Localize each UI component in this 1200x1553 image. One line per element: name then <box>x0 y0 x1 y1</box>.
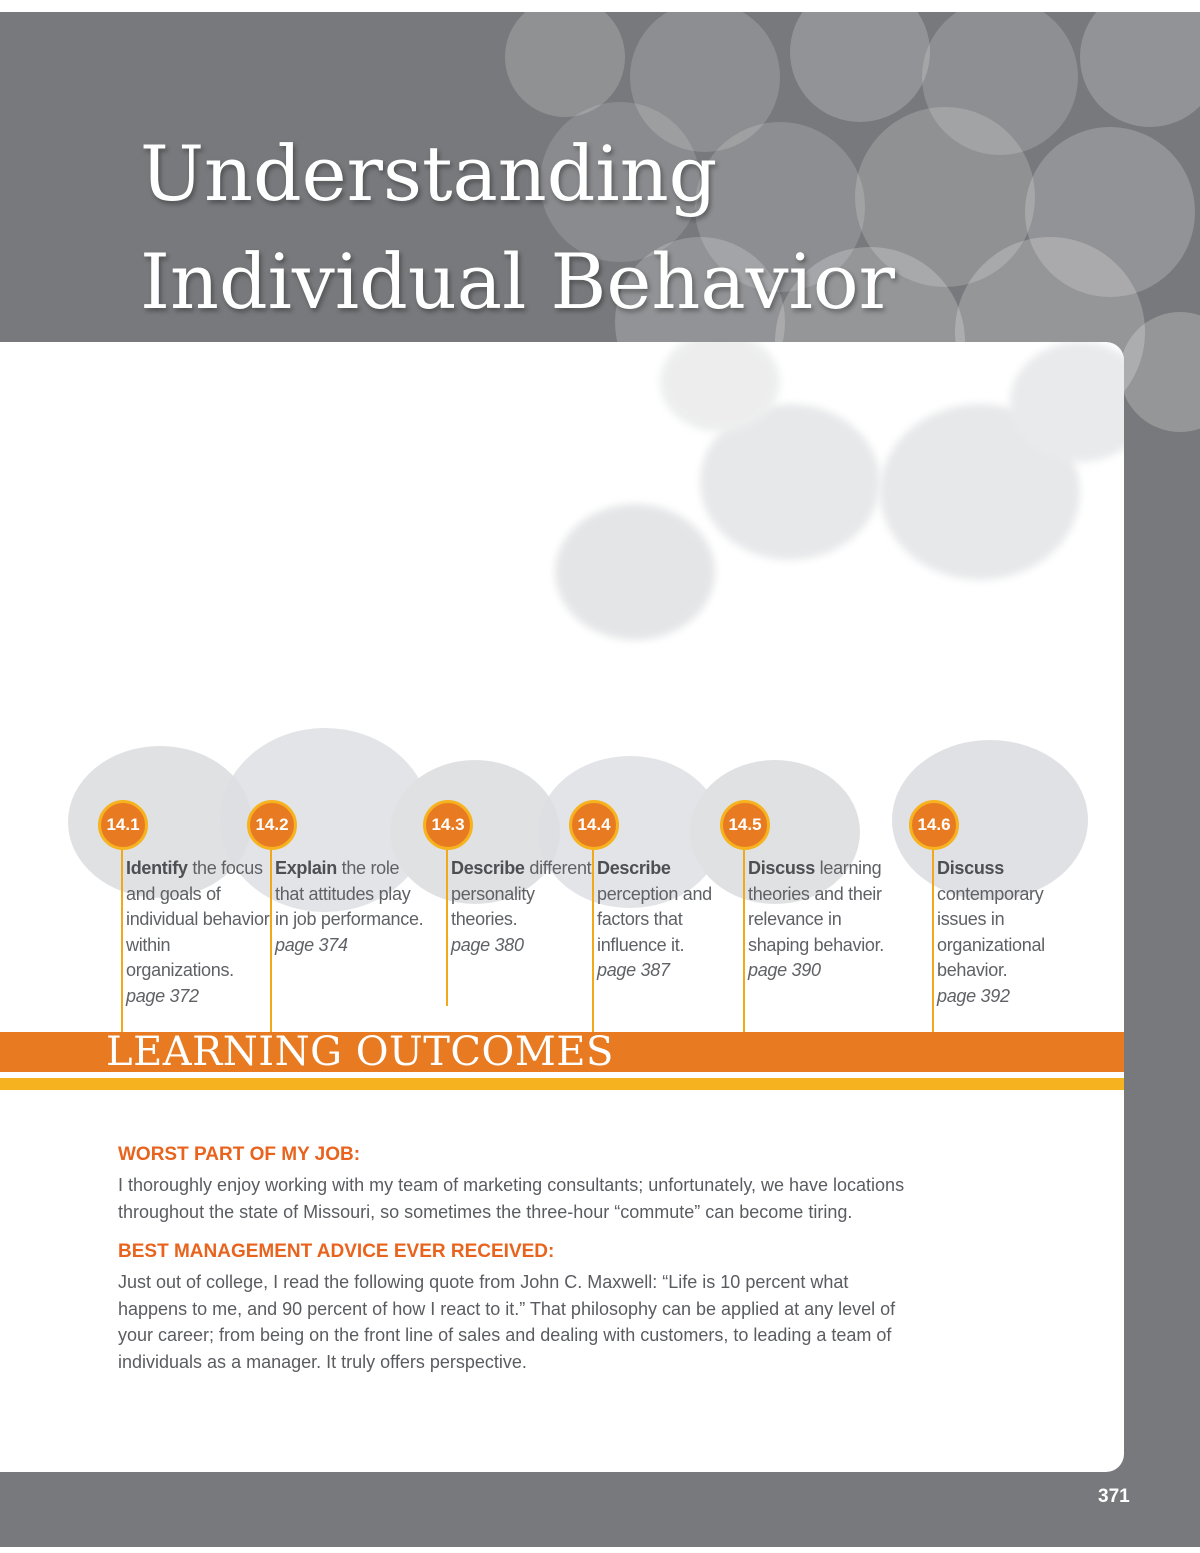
learning-outcome-5 <box>728 800 900 984</box>
outcome-body: different personality theories. <box>451 858 592 929</box>
worst-part-body: I thoroughly enjoy working with my team of marketing consultants; unfortunately, we have locations throughout the state of Missouri, so sometimes the three-hour “commute” can become tiring. <box>118 1175 905 1222</box>
profile-qa <box>118 1142 918 1389</box>
outcome-stem <box>932 836 934 1036</box>
outcome-stem <box>592 836 594 1036</box>
chapter-title <box>140 120 895 336</box>
outcome-description <box>597 856 749 984</box>
outcome-description <box>451 856 603 958</box>
outcome-body: learning theories and their relevance in shaping behavior. <box>748 858 885 955</box>
outcome-verb: Describe <box>597 858 671 878</box>
outcome-stem <box>270 836 272 1036</box>
chapter-title-line-2: Individual Behavior <box>140 237 895 326</box>
outcome-number-badge: 14.3 <box>423 800 473 850</box>
outcome-number-badge: 14.5 <box>720 800 770 850</box>
learning-outcome-6 <box>917 800 1089 1009</box>
outcome-verb: Discuss <box>748 858 815 878</box>
outcome-page-link[interactable]: page 380 <box>451 934 524 955</box>
learning-outcome-2 <box>255 800 427 958</box>
outcome-page-link[interactable]: page 372 <box>126 985 199 1006</box>
outcome-description <box>937 856 1089 1009</box>
outcome-stem <box>446 836 448 1006</box>
worst-part-heading: WORST PART OF MY JOB: <box>118 1144 361 1165</box>
outcome-stem <box>121 836 123 1036</box>
outcome-body: contemporary issues in organizational behavior. <box>937 883 1045 980</box>
outcome-number-badge: 14.6 <box>909 800 959 850</box>
outcome-verb: Discuss <box>937 858 1004 878</box>
outcome-stem <box>743 836 745 1036</box>
outcome-number-badge: 14.2 <box>247 800 297 850</box>
outcome-body: the role that attitudes play in job performance. <box>275 858 424 929</box>
outcome-number-badge: 14.4 <box>569 800 619 850</box>
best-advice-heading: BEST MANAGEMENT ADVICE EVER RECEIVED: <box>118 1241 555 1262</box>
outcome-page-link[interactable]: page 390 <box>748 960 821 980</box>
outcome-description <box>275 856 427 958</box>
outcome-description <box>126 856 278 1009</box>
page-number: 371 <box>1098 1486 1130 1507</box>
outcome-body: the focus and goals of individual behavior within organizations. <box>126 858 270 980</box>
outcome-verb: Identify <box>126 858 188 878</box>
outcome-description <box>748 856 900 984</box>
learning-outcomes-heading: LEARNING OUTCOMES <box>106 1029 614 1075</box>
best-advice-body: Just out of college, I read the following quote from John C. Maxwell: “Life is 10 percent what happens to me, and 90 percent of how I react to it.” That philosophy can be applied at any level of your career; from being on the front line of sales and dealing with customers, to leading a team of individuals as a manager. It truly offers perspective. <box>118 1272 896 1372</box>
outcome-verb: Explain <box>275 858 337 878</box>
outcome-verb: Describe <box>451 858 525 878</box>
chapter-title-line-1: Understanding <box>140 129 718 218</box>
outcome-body: perception and factors that influence it. <box>597 883 712 955</box>
outcome-number-badge: 14.1 <box>98 800 148 850</box>
band-rule <box>0 1078 1124 1090</box>
outcome-page-link[interactable]: page 392 <box>937 985 1010 1006</box>
page-frame <box>0 12 1200 1547</box>
outcome-page-link[interactable]: page 374 <box>275 934 348 955</box>
outcome-page-link[interactable]: page 387 <box>597 960 670 980</box>
content-panel <box>0 342 1124 1472</box>
